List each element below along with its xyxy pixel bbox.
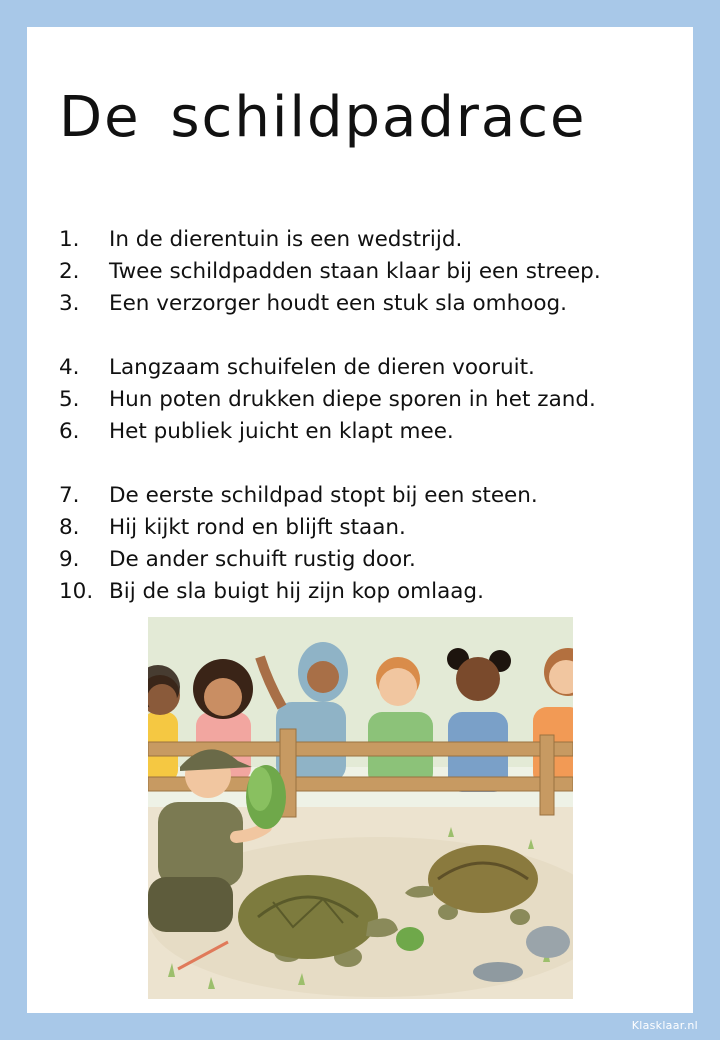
list-item <box>59 256 601 288</box>
list-item <box>59 416 601 448</box>
footer-credit: Klasklaar.nl <box>631 1019 698 1032</box>
list-item <box>59 352 601 384</box>
sentence-list <box>59 224 601 608</box>
item-text: Een verzorger houdt een stuk sla omhoog. <box>109 291 567 316</box>
item-number: 6. <box>59 419 80 444</box>
item-text: Het publiek juicht en klapt mee. <box>109 419 454 444</box>
item-number: 1. <box>59 227 80 252</box>
turtle-race-illustration <box>148 617 573 999</box>
list-item <box>59 384 601 416</box>
list-item <box>59 576 601 608</box>
page-title: De schildpadrace <box>59 85 587 150</box>
list-item <box>59 512 601 544</box>
item-number: 3. <box>59 291 80 316</box>
item-text: Langzaam schuifelen de dieren vooruit. <box>109 355 535 380</box>
item-text: Hij kijkt rond en blijft staan. <box>109 515 406 540</box>
item-text: Twee schildpadden staan klaar bij een streep. <box>109 259 601 284</box>
item-number: 9. <box>59 547 80 572</box>
item-number: 2. <box>59 259 80 284</box>
item-text: De eerste schildpad stopt bij een steen. <box>109 483 538 508</box>
item-number: 8. <box>59 515 80 540</box>
list-item <box>59 544 601 576</box>
item-number: 5. <box>59 387 80 412</box>
item-text: De ander schuift rustig door. <box>109 547 416 572</box>
worksheet-card <box>27 27 693 1013</box>
item-text: Hun poten drukken diepe sporen in het zand. <box>109 387 596 412</box>
item-text: Bij de sla buigt hij zijn kop omlaag. <box>109 579 484 604</box>
item-number: 10. <box>59 579 94 604</box>
item-number: 4. <box>59 355 80 380</box>
list-item <box>59 224 601 256</box>
list-item <box>59 288 601 320</box>
list-item <box>59 480 601 512</box>
item-number: 7. <box>59 483 80 508</box>
item-text: In de dierentuin is een wedstrijd. <box>109 227 463 252</box>
